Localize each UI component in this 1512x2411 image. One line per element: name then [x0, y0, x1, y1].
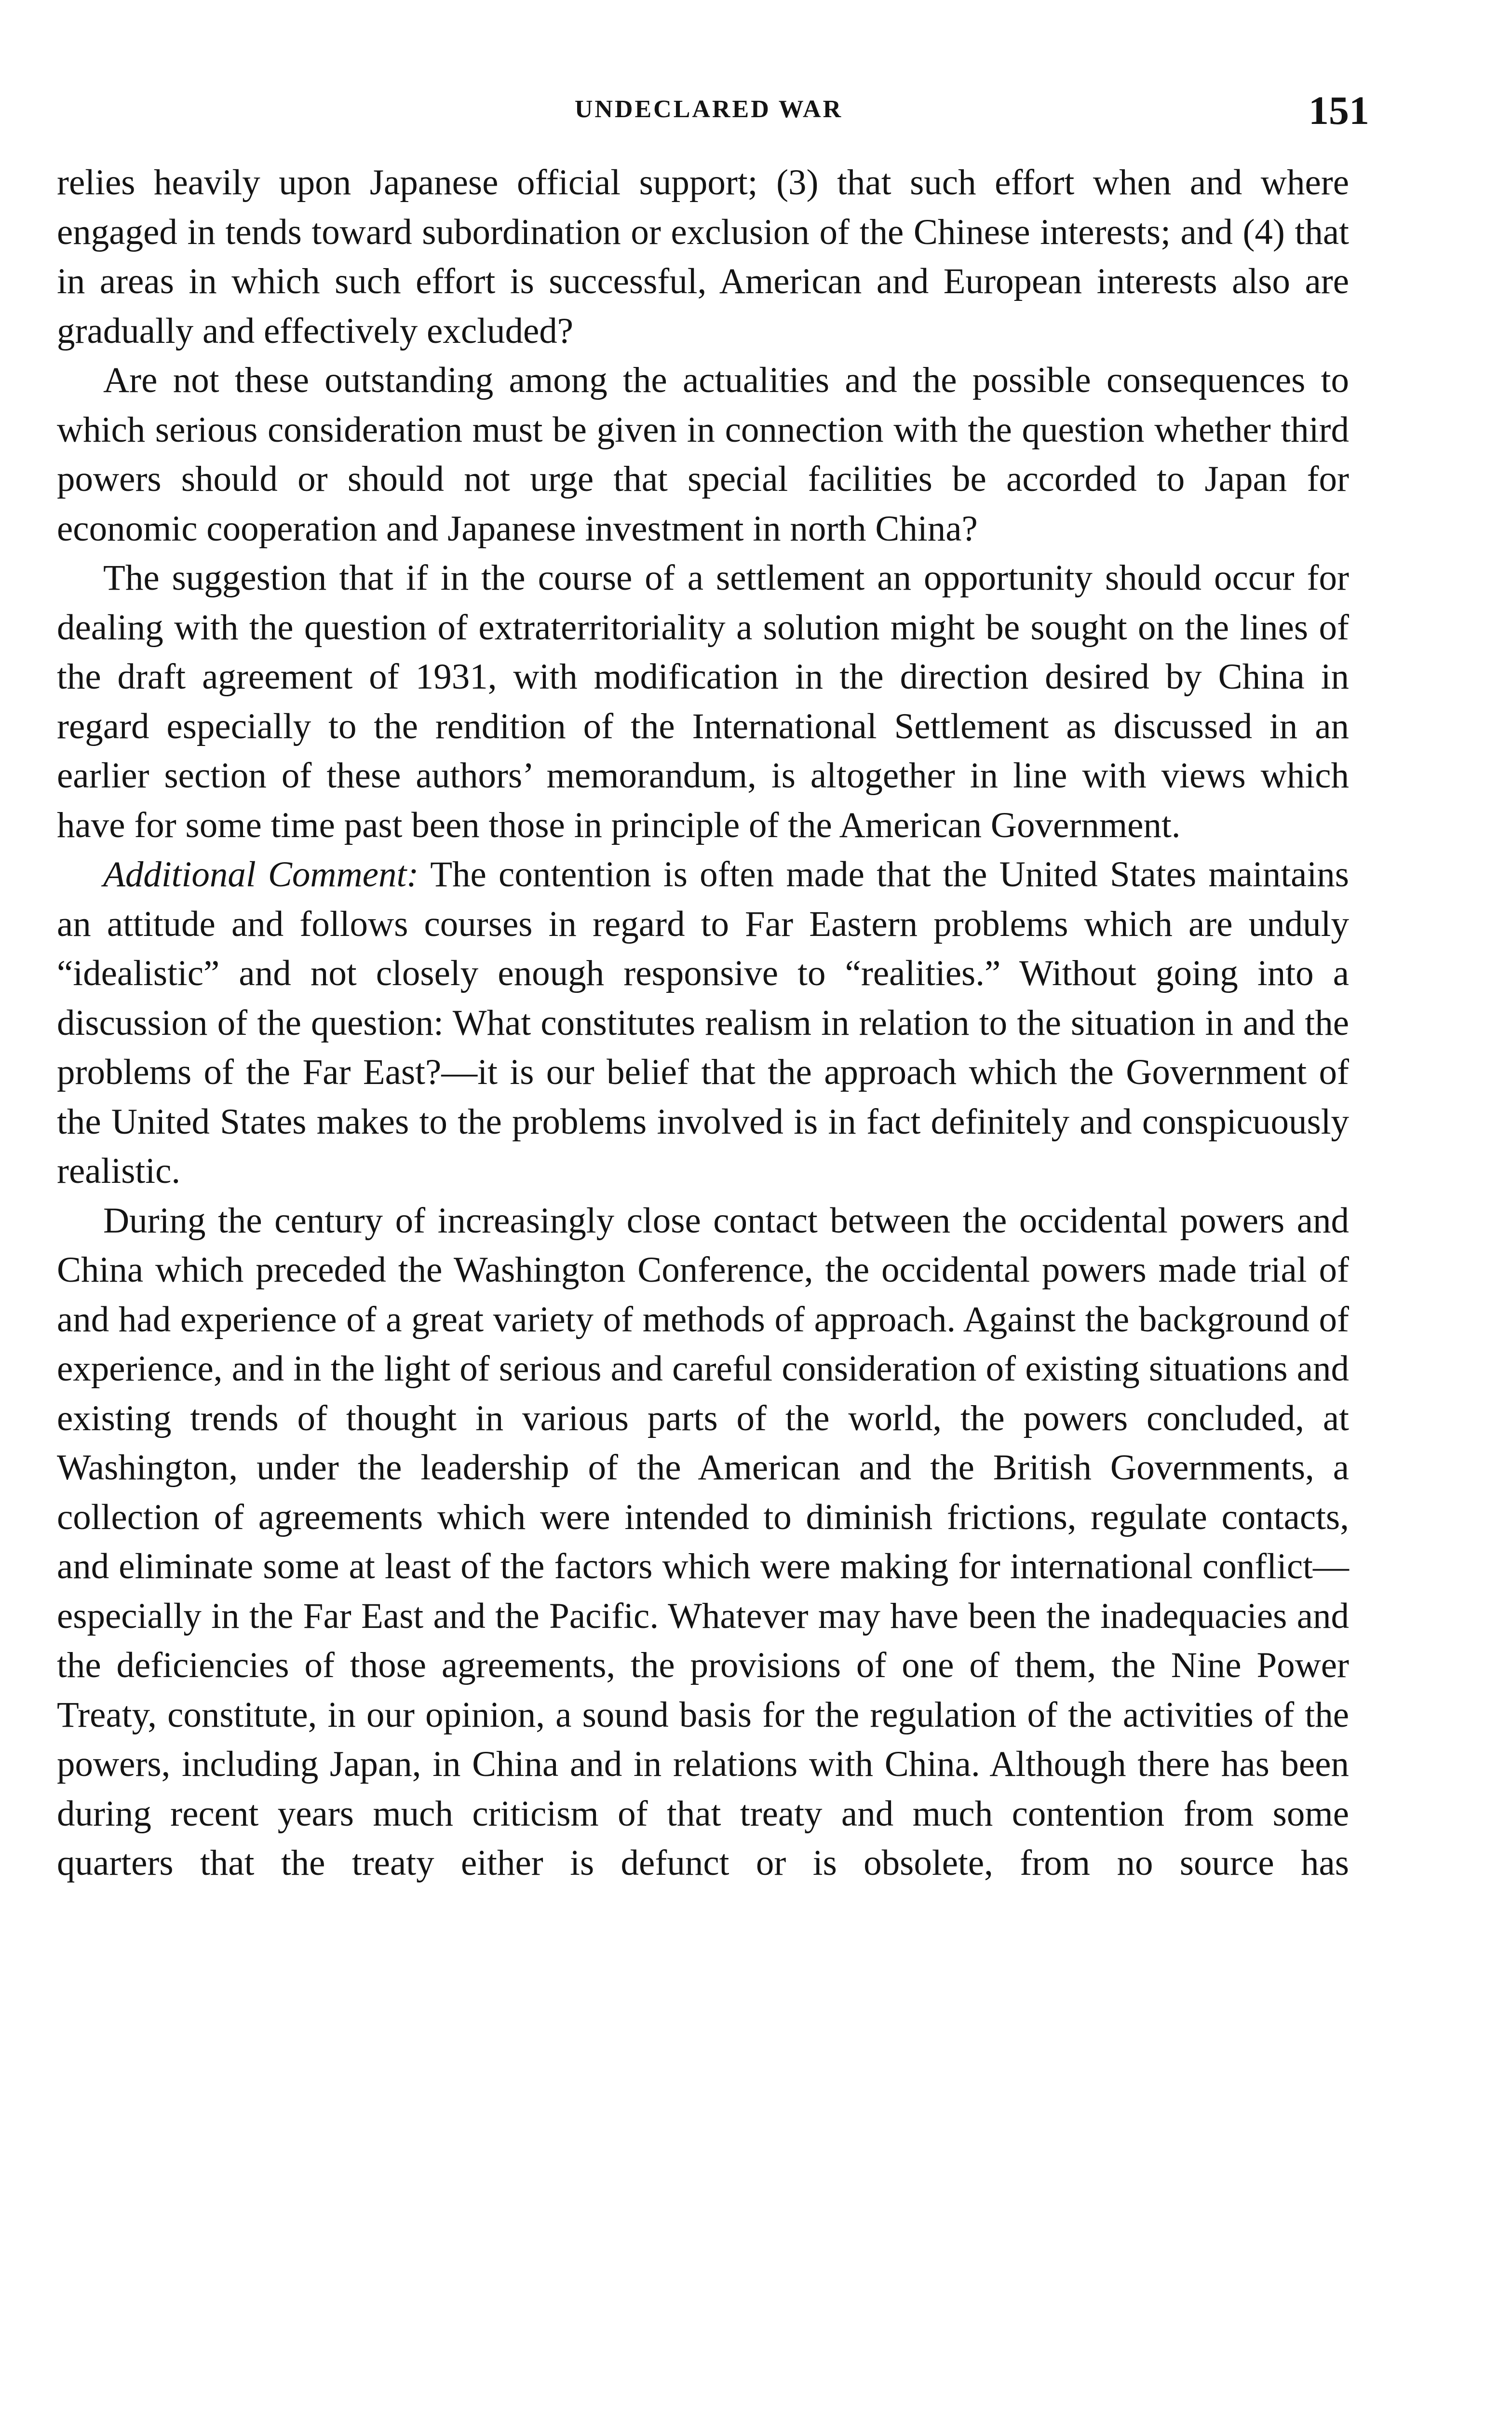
- page-number: 151: [1309, 88, 1369, 133]
- paragraph-washington-conference: During the century of increasingly close contact between the occidental powers and China which preceded the Washington Conference, the occidental powers made trial of and had experience of a great variety of methods of approach. Against the background of experience, and in the light of serious and careful consideration of existing situations and existing trends of thought in various parts of the world, the powers concluded, at Washington, under the leadership of the American and the British Governments, a collection of agreements which were intended to diminish frictions, regulate contacts, and eliminate some at least of the factors which were making for international conflict—especially in the Far East and the Pacific. Whatever may have been the inadequacies and the deficiencies of those agreements, the provisions of one of them, the Nine Power Treaty, constitute, in our opinion, a sound basis for the regulation of the activities of the powers, including Japan, in China and in relations with China. Although there has been during recent years much criticism of that treaty and much contention from some quarters that the treaty either is defunct or is obsolete, from no source has: [57, 1200, 1349, 1883]
- additional-comment-text: The contention is often made that the United States maintains an attitude and follows courses in regard to Far Eastern problems which are unduly “idealistic” and not closely enough responsive to “realities.” Without going into a discussion of the question: What constitutes realism in relation to the situation in and the problems of the Far East?—it is our belief that the approach which the Government of the United States makes to the problems involved is in fact definitely and conspicuously realistic.: [57, 854, 1349, 1191]
- paragraph-actualities-question: Are not these outstanding among the actualities and the possible consequences to which serious consideration must be given in connection with the question whether third powers should or should not urge that special facilities be accorded to Japan for economic cooperation and Japanese investment in north China?: [57, 360, 1349, 549]
- running-title: UNDECLARED WAR: [574, 95, 843, 123]
- paragraph-extraterritoriality: The suggestion that if in the course of a settlement an opportunity should occur for dealing with the question of extraterritoriality a solution might be sought on the lines of the draft agreement of 1931, with modification in the direction desired by China in regard especially to the rendition of the International Settlement as discussed in an earlier section of these authors’ memorandum, is altogether in line with views which have for some time past been those in principle of the American Government.: [57, 558, 1349, 845]
- paragraph-additional-comment: [57, 850, 1349, 1196]
- paragraph-continued: relies heavily upon Japanese official support; (3) that such effort when and where engaged in tends toward subordination or exclusion of the Chinese interests; and (4) that in areas in which such effort is successful, American and European interests also are gradually and effectively excluded?: [57, 163, 1349, 351]
- running-header: [58, 88, 1369, 133]
- body-text: [57, 158, 1349, 1888]
- additional-comment-heading: Additional Comment:: [103, 854, 419, 894]
